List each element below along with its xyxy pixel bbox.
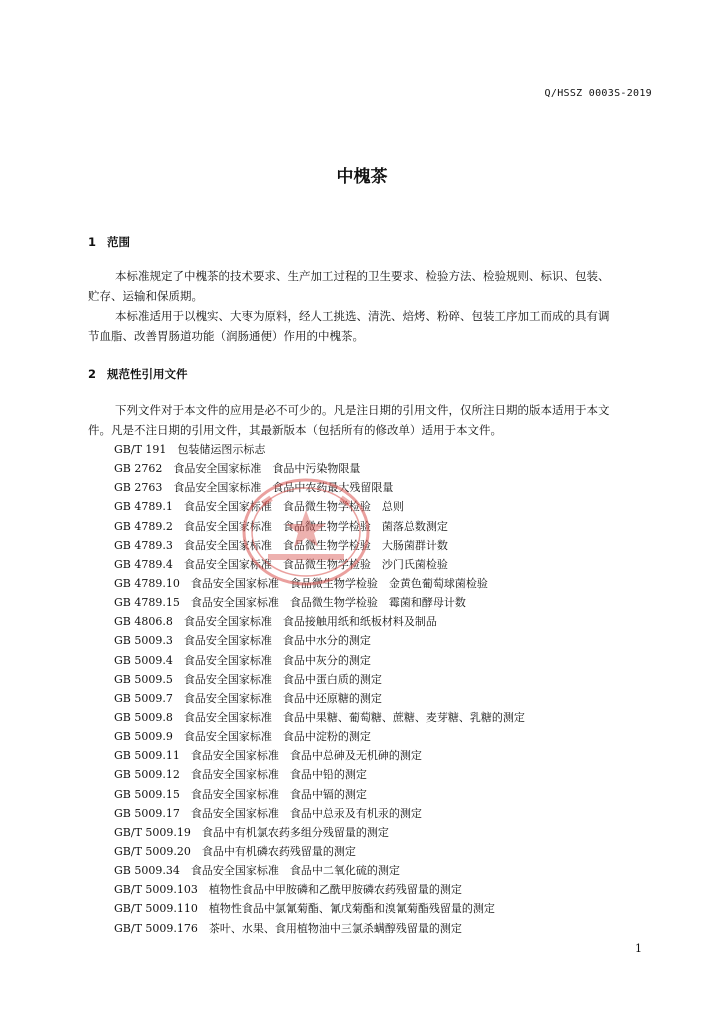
reference-code: GB 5009.4 — [114, 653, 173, 667]
reference-code: GB 4789.15 — [114, 596, 180, 610]
reference-series: 食品安全国家标准 — [183, 710, 272, 724]
reference-item — [114, 689, 525, 708]
reference-item — [114, 746, 525, 765]
reference-code: GB 5009.8 — [114, 710, 173, 724]
reference-code: GB 5009.3 — [114, 634, 173, 648]
reference-title: 食品中总砷及无机砷的测定 — [289, 749, 422, 763]
section-2-title: 规范性引用文件 — [107, 367, 188, 381]
reference-title: 食品中污染物限量 — [272, 462, 361, 476]
reference-title: 食品中果糖、葡萄糖、蔗糖、麦芽糖、乳糖的测定 — [282, 710, 525, 724]
reference-code: GB/T 5009.176 — [114, 921, 198, 935]
paragraph-line: 件。凡是不注日期的引用文件，其最新版本（包括所有的修改单）适用于本文件。 — [88, 423, 502, 437]
reference-series: 食品安全国家标准 — [190, 749, 279, 763]
reference-code: GB 4789.4 — [114, 557, 173, 571]
reference-code: GB 4789.3 — [114, 538, 173, 552]
reference-code: GB/T 5009.19 — [114, 825, 191, 839]
reference-title: 食品中淀粉的测定 — [282, 730, 371, 744]
reference-series: 食品安全国家标准 — [183, 653, 272, 667]
section-1-paragraph-1 — [88, 266, 658, 306]
paragraph-line: 本标准适用于以槐实、大枣为原料，经人工挑选、清洗、焙烤、粉碎、包装工序加工而成的具有调 — [115, 309, 610, 323]
section-2-number: 2 — [88, 367, 97, 381]
reference-code: GB/T 5009.20 — [114, 844, 191, 858]
document-title: 中槐茶 — [336, 167, 388, 187]
reference-series: 食品安全国家标准 — [190, 864, 279, 878]
reference-item — [114, 612, 525, 631]
section-1-paragraph-2 — [88, 306, 658, 346]
reference-code: GB 4789.10 — [114, 576, 180, 590]
reference-item — [114, 919, 525, 938]
reference-title: 植物性食品中氯氰菊酯、氰戊菊酯和溴氰菊酯残留量的测定 — [208, 902, 495, 916]
section-2-heading — [88, 366, 188, 382]
reference-series: 食品安全国家标准 — [173, 481, 262, 495]
reference-code: GB 4789.2 — [114, 519, 173, 533]
reference-series: 食品安全国家标准 — [190, 596, 279, 610]
reference-code: GB 4789.1 — [114, 500, 173, 514]
reference-series: 食品安全国家标准 — [183, 557, 272, 571]
reference-item — [114, 861, 525, 880]
reference-code: GB 4806.8 — [114, 615, 173, 629]
reference-title: 食品中镉的测定 — [289, 787, 367, 801]
reference-code: GB 5009.11 — [114, 749, 180, 763]
reference-code: GB/T 5009.110 — [114, 902, 198, 916]
reference-code: GB/T 5009.103 — [114, 883, 198, 897]
reference-code: GB 5009.12 — [114, 768, 180, 782]
reference-item — [114, 842, 525, 861]
reference-code: GB 5009.7 — [114, 691, 173, 705]
reference-title: 食品微生物学检验 大肠菌群计数 — [282, 538, 448, 552]
reference-series: 食品安全国家标准 — [183, 691, 272, 705]
reference-item — [114, 880, 525, 899]
reference-item — [114, 593, 525, 612]
reference-item — [114, 670, 525, 689]
reference-series: 食品安全国家标准 — [183, 730, 272, 744]
reference-title: 食品中农药最大残留限量 — [272, 481, 394, 495]
section-1-title: 范围 — [107, 235, 130, 249]
reference-series: 食品安全国家标准 — [183, 538, 272, 552]
reference-series: 食品安全国家标准 — [190, 576, 279, 590]
reference-title: 食品中蛋白质的测定 — [282, 672, 382, 686]
reference-series: 食品安全国家标准 — [190, 768, 279, 782]
reference-series: 食品安全国家标准 — [183, 672, 272, 686]
reference-item — [114, 899, 525, 918]
reference-series: 食品安全国家标准 — [173, 462, 262, 476]
reference-series: 食品安全国家标准 — [190, 787, 279, 801]
reference-title: 食品微生物学检验 沙门氏菌检验 — [282, 557, 448, 571]
reference-title: 食品微生物学检验 总则 — [282, 500, 404, 514]
paragraph-line: 本标准规定了中槐茶的技术要求、生产加工过程的卫生要求、检验方法、检验规则、标识、包装、 — [115, 269, 610, 283]
reference-title: 食品微生物学检验 金黄色葡萄球菌检验 — [289, 576, 488, 590]
reference-series: 食品安全国家标准 — [183, 519, 272, 533]
reference-title: 食品中有机氯农药多组分残留量的测定 — [201, 825, 389, 839]
reference-code: GB 2763 — [114, 481, 163, 495]
section-1-heading — [88, 234, 130, 250]
reference-code: GB 5009.9 — [114, 730, 173, 744]
reference-title: 茶叶、水果、食用植物油中三氯杀螨醇残留量的测定 — [208, 921, 462, 935]
paragraph-line: 下列文件对于本文件的应用是必不可少的。凡是注日期的引用文件，仅所注日期的版本适用于本文 — [115, 403, 610, 417]
reference-title: 植物性食品中甲胺磷和乙酰甲胺磷农药残留量的测定 — [208, 883, 462, 897]
standard-code: Q/HSSZ 0003S-2019 — [544, 88, 652, 99]
reference-item — [114, 631, 525, 650]
reference-title: 食品接触用纸和纸板材料及制品 — [282, 615, 437, 629]
reference-item — [114, 708, 525, 727]
reference-item — [114, 440, 525, 459]
reference-item — [114, 651, 525, 670]
reference-title: 食品中水分的测定 — [282, 634, 371, 648]
reference-title: 食品微生物学检验 菌落总数测定 — [282, 519, 448, 533]
reference-code: GB 5009.34 — [114, 864, 180, 878]
reference-title: 食品中有机磷农药残留量的测定 — [201, 844, 356, 858]
reference-code: GB 5009.17 — [114, 806, 180, 820]
reference-code: GB 2762 — [114, 462, 163, 476]
reference-title: 食品中二氧化硫的测定 — [289, 864, 400, 878]
seal-stamp-icon — [240, 476, 372, 588]
section-2-paragraph-1 — [88, 400, 658, 440]
reference-series: 食品安全国家标准 — [183, 634, 272, 648]
reference-code: GB 5009.5 — [114, 672, 173, 686]
reference-series: 食品安全国家标准 — [183, 500, 272, 514]
reference-title: 食品中灰分的测定 — [282, 653, 371, 667]
reference-series: 食品安全国家标准 — [183, 615, 272, 629]
reference-title: 食品微生物学检验 霉菌和酵母计数 — [289, 596, 466, 610]
paragraph-line: 节血脂、改善胃肠道功能（润肠通便）作用的中槐茶。 — [88, 329, 364, 343]
section-1-number: 1 — [88, 235, 97, 249]
paragraph-line: 贮存、运输和保质期。 — [88, 289, 203, 303]
reference-item — [114, 785, 525, 804]
reference-title: 食品中还原糖的测定 — [282, 691, 382, 705]
reference-title: 包装储运图示标志 — [177, 443, 266, 456]
reference-title: 食品中铅的测定 — [289, 768, 367, 782]
reference-item — [114, 823, 525, 842]
page-number: 1 — [635, 942, 642, 955]
reference-code: GB/T 191 — [114, 443, 167, 456]
reference-code: GB 5009.15 — [114, 787, 180, 801]
reference-item — [114, 727, 525, 746]
reference-series: 食品安全国家标准 — [190, 806, 279, 820]
reference-item — [114, 765, 525, 784]
reference-item — [114, 804, 525, 823]
reference-title: 食品中总汞及有机汞的测定 — [289, 806, 422, 820]
